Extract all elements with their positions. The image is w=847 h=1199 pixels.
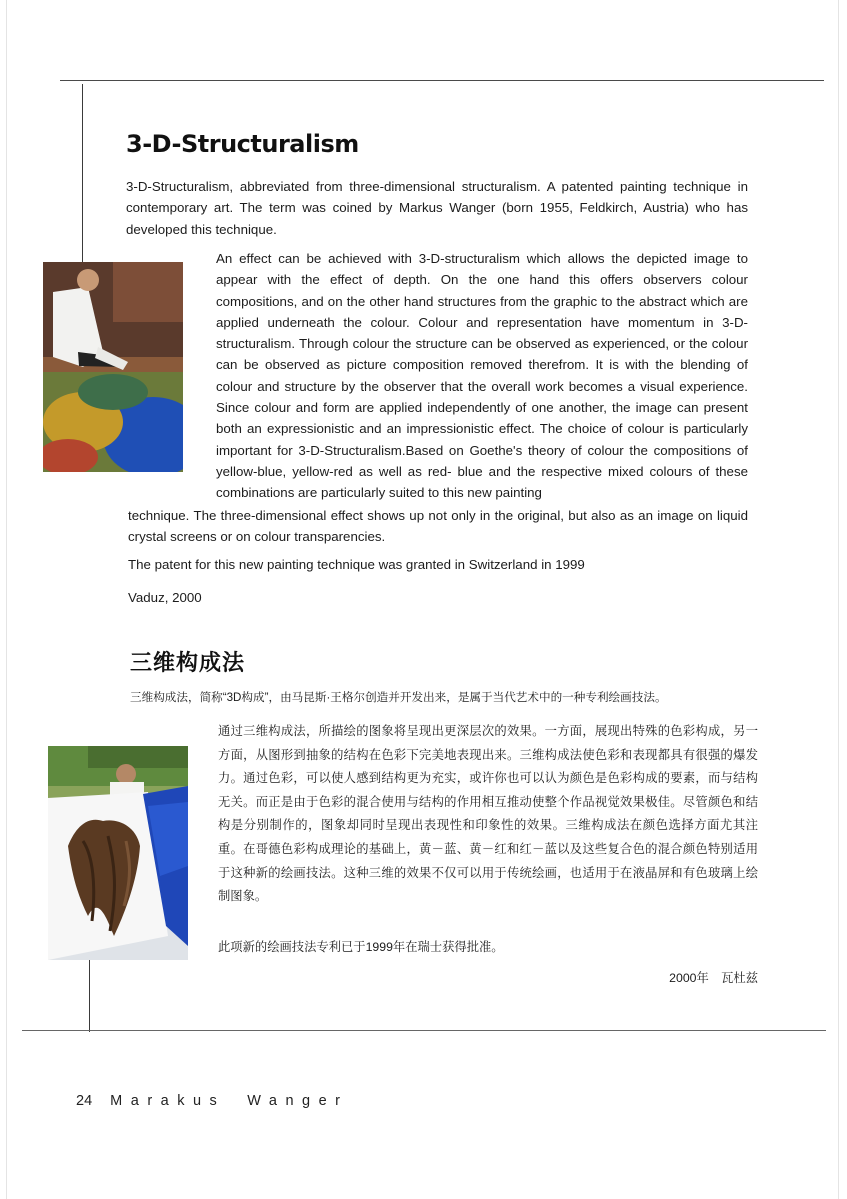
signature-cn: 2000年 瓦杜兹 xyxy=(669,971,758,985)
left-rule-lower xyxy=(89,960,90,1032)
article-title-cn: 三维构成法 xyxy=(130,651,246,676)
artist-painting-photo xyxy=(43,262,183,472)
patent-note-cn: 此项新的绘画技法专利已于1999年在瑞士获得批准。 xyxy=(218,940,504,954)
signature-en: Vaduz, 2000 xyxy=(128,590,202,605)
page-footer xyxy=(76,1093,349,1109)
patent-note-en: The patent for this new painting technique was granted in Switzerland in 1999 xyxy=(128,557,585,572)
footer-name-first: Marakus xyxy=(110,1093,226,1109)
artist-with-canvas-photo xyxy=(48,746,188,960)
scan-edge-left xyxy=(6,0,7,1199)
page-number: 24 xyxy=(76,1093,93,1109)
body-paragraph-en-wrapped: An effect can be achieved with 3-D-structuralism which allows the depicted image to appear with the effect of depth. On the one hand this offers observers colour compositions, and on the other hand structures from the graphic to the abstract which are applied underneath the colour. Colour and representation have momentum in 3-D-structuralism. Through colour the structure can be observed as experienced, or the colour can be observed as picture composition removed therefrom. It is with the blending of colour and structure by the observer that the overall work becomes a visual experience. Since colour and form are applied independently of one another, the image can present both an expressionistic and an impressionistic effect. The choice of colour is particularly important for 3-D-Structuralism.Based on Goethe's theory of colour the compositions of yellow-blue, yellow-red as well as red- blue and the respective mixed colours of these combinations are particularly suited to this new painting xyxy=(216,251,748,501)
intro-paragraph-cn: 三维构成法，简称“3D构成”，由马昆斯·王格尔创造并开发出来，是属于当代艺术中的一种专利绘画技法。 xyxy=(130,691,667,704)
footer-name-last: Wanger xyxy=(247,1093,349,1109)
top-rule xyxy=(60,80,824,81)
left-rule-upper xyxy=(82,84,83,264)
body-paragraph-en-full: technique. The three-dimensional effect shows up not only in the original, but also as an image on liquid crystal screens or on colour transparencies. xyxy=(128,508,748,545)
intro-paragraph-en: 3-D-Structuralism, abbreviated from three-dimensional structuralism. A patented painting technique in contemporary art. The term was coined by Markus Wanger (born 1955, Feldkirch, Austria) who has developed this technique. xyxy=(126,179,748,237)
article-title-en: 3-D-Structuralism xyxy=(126,130,359,158)
body-paragraph-cn: 通过三维构成法，所描绘的图象将呈现出更深层次的效果。一方面，展现出特殊的色彩构成，另一方面，从图形到抽象的结构在色彩下完美地表现出来。三维构成法使色彩和表现都具有很强的爆发力。通过色彩，可以使人感到结构更为充实，或许你也可以认为颜色是色彩构成的要素，而与结构无关。而正是由于色彩的混合使用与结构的作用相互推动使整个作品视觉效果极佳。尽管颜色和结构是分别制作的，图象却同时呈现出表现性和印象性的效果。三维构成法在颜色选择方面尤其注重。在哥德色彩构成理论的基础上，黄－蓝、黄－红和红－蓝以及这些复合色的混合颜色特别适用于这种新的绘画技法。这种三维的效果不仅可以用于传统绘画，也适用于在液晶屏和有色玻璃上绘制图象。 xyxy=(218,724,758,904)
scan-edge-right xyxy=(838,0,839,1199)
bottom-rule xyxy=(22,1030,826,1031)
